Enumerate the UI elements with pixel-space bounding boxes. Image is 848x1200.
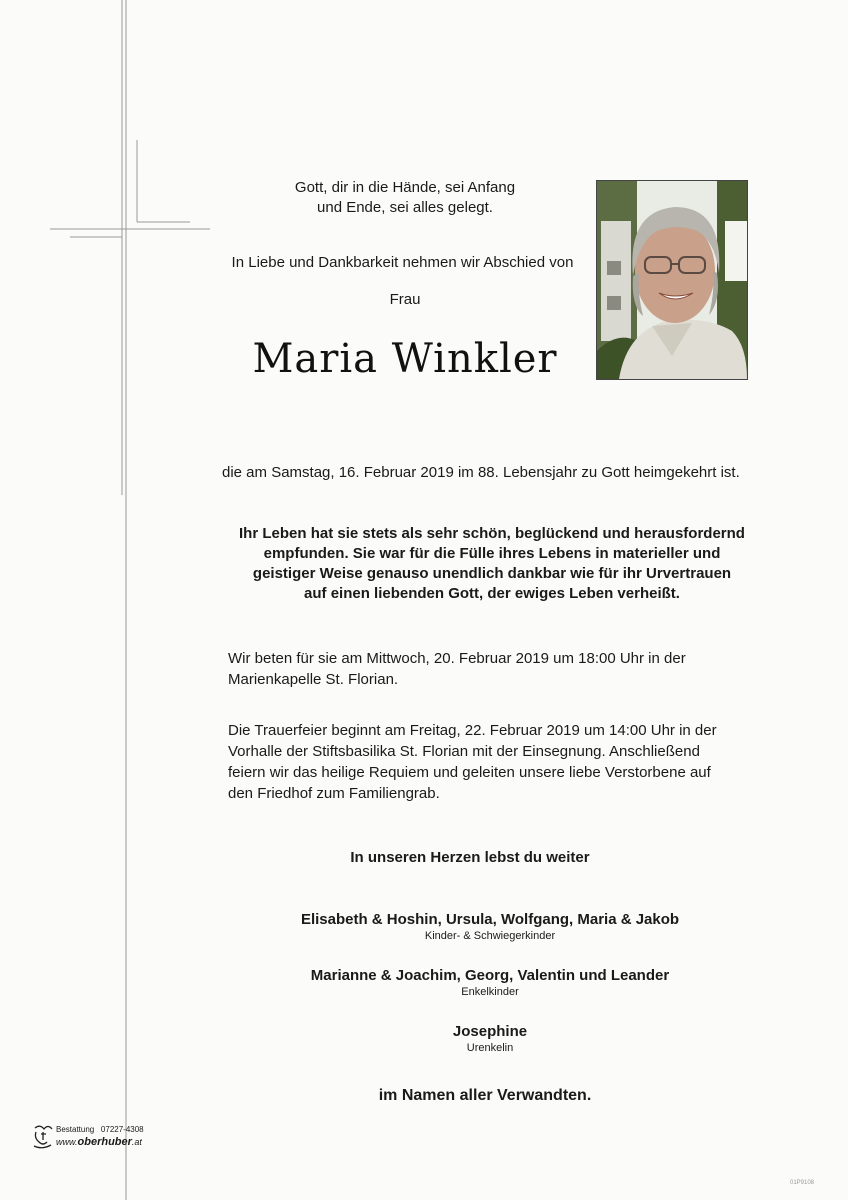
tribute-line: Ihr Leben hat sie stets als sehr schön, beglückend und herausfordernd xyxy=(239,525,745,542)
prayer-info xyxy=(228,648,748,690)
motto: In unseren Herzen lebst du weiter xyxy=(350,849,590,866)
undertaker-phone: 07227-4308 xyxy=(100,1125,144,1134)
undertaker-website xyxy=(56,1136,142,1148)
undertaker-label: Bestattung xyxy=(56,1125,95,1134)
family-names: Elisabeth & Hoshin, Ursula, Wolfgang, Maria & Jakob xyxy=(300,911,680,928)
web-suffix: .at xyxy=(131,1137,142,1147)
deceased-name: Maria Winkler xyxy=(252,336,558,382)
death-notice: die am Samstag, 16. Februar 2019 im 88. Lebensjahr zu Gott heimgekehrt ist. xyxy=(222,464,740,481)
undertaker-logo xyxy=(32,1124,172,1154)
prayer-line: Wir beten für sie am Mittwoch, 20. Februar 2019 um 18:00 Uhr in der xyxy=(228,650,686,667)
bible-verse xyxy=(250,178,560,218)
portrait-photo xyxy=(596,180,748,380)
funeral-line: feiern wir das heilige Requiem und geleiten unsere liebe Verstorbene auf xyxy=(228,764,711,781)
family-names: Marianne & Joachim, Georg, Valentin und Leander xyxy=(310,967,670,984)
intro-text: In Liebe und Dankbarkeit nehmen wir Abschied von xyxy=(231,254,574,271)
family-names: Josephine xyxy=(452,1023,528,1040)
family-group xyxy=(260,911,720,942)
life-tribute xyxy=(222,524,762,604)
web-prefix: www. xyxy=(56,1137,78,1147)
verse-line: Gott, dir in die Hände, sei Anfang xyxy=(294,179,516,196)
family-role: Kinder- & Schwiegerkinder xyxy=(424,930,556,942)
verse-line: und Ende, sei alles gelegt. xyxy=(317,199,493,216)
undertaker-logo-icon xyxy=(32,1124,54,1150)
funeral-info xyxy=(228,720,748,804)
closing-line: im Namen aller Verwandten. xyxy=(378,1087,592,1104)
family-role: Enkelkinder xyxy=(461,986,519,998)
funeral-line: Vorhalle der Stiftsbasilika St. Florian mit der Einsegnung. Anschließend xyxy=(228,743,700,760)
undertaker-contact xyxy=(56,1125,144,1134)
print-code: 01P9108 xyxy=(790,1180,815,1186)
salutation: Frau xyxy=(389,291,421,308)
prayer-line: Marienkapelle St. Florian. xyxy=(228,671,399,688)
family-group xyxy=(260,1023,720,1054)
tribute-line: empfunden. Sie war für die Fülle ihres Lebens in materieller und xyxy=(263,545,721,562)
family-group xyxy=(260,967,720,998)
family-role: Urenkelin xyxy=(466,1042,514,1054)
funeral-line: Die Trauerfeier beginnt am Freitag, 22. Februar 2019 um 14:00 Uhr in der xyxy=(228,722,717,739)
funeral-line: den Friedhof zum Familiengrab. xyxy=(228,785,440,802)
web-brand: oberhuber xyxy=(77,1136,132,1148)
cross-icon xyxy=(0,0,220,1200)
tribute-line: auf einen liebenden Gott, der ewiges Leben verheißt. xyxy=(304,585,680,602)
tribute-line: geistiger Weise genauso unendlich dankbar wie für ihr Urvertrauen xyxy=(252,565,732,582)
